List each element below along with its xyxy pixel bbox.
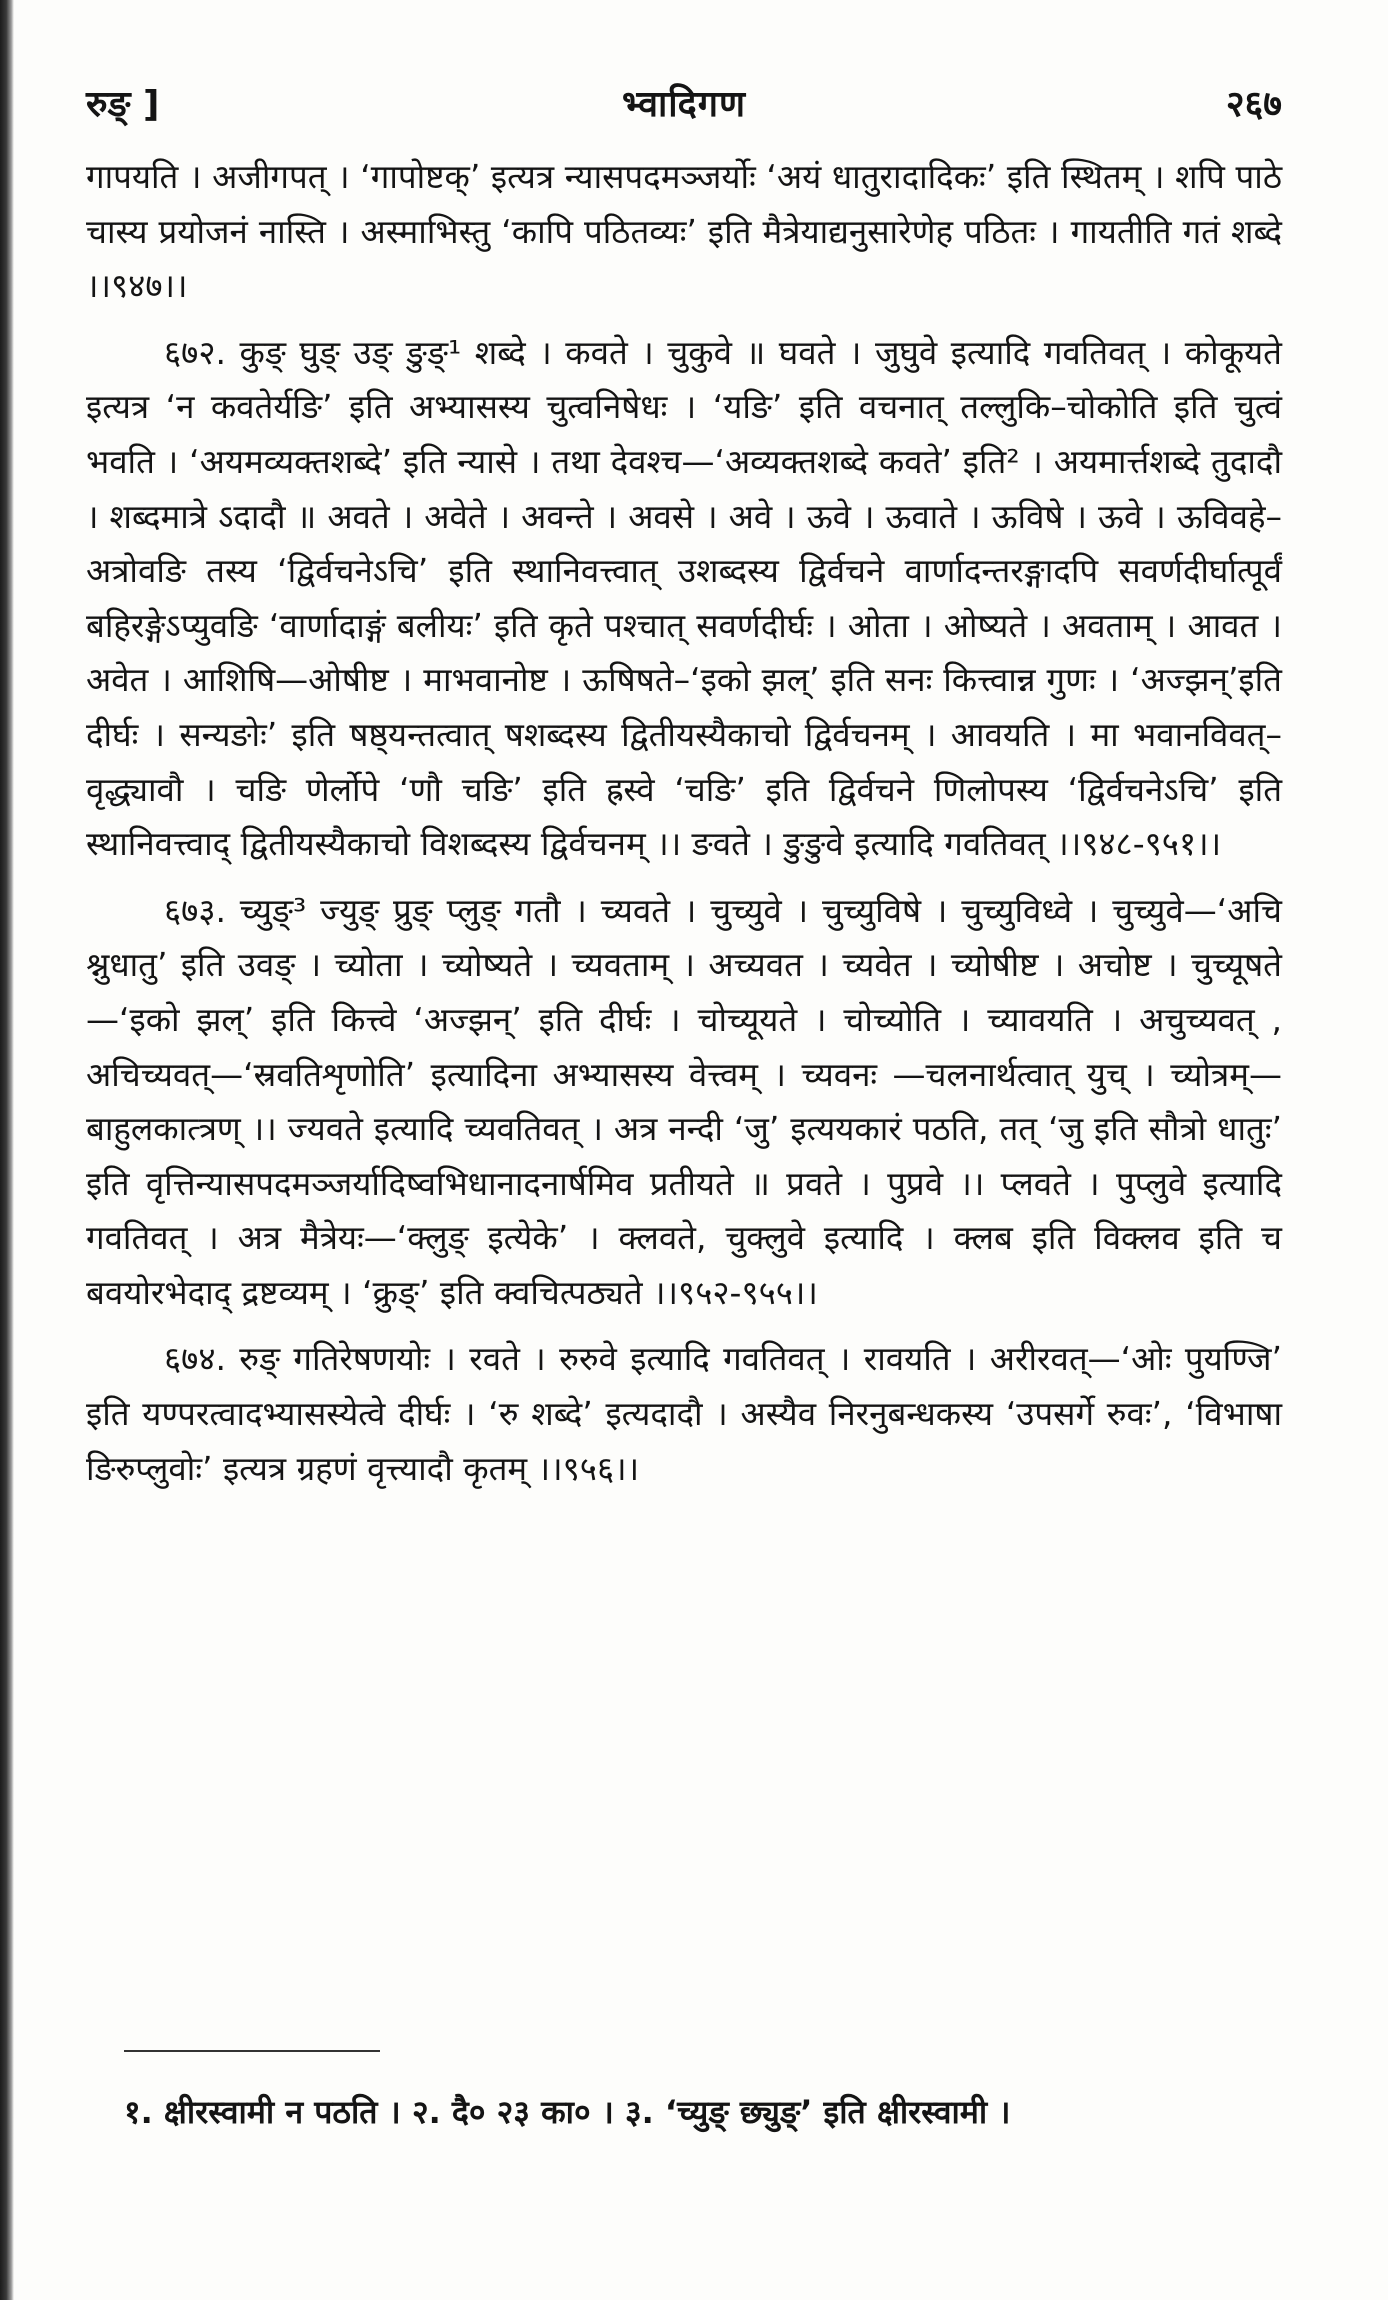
page-header: [86, 72, 1282, 142]
page-binding-edge: [0, 0, 14, 2300]
paragraph-673: ६७३. च्युङ्³ ज्युङ् प्रुङ् प्लुङ् गतौ । च्यवते । चुच्युवे । चुच्युविषे । चुच्युविध्वे । चुच्युवे—‘अचि श्नुधातु’ इति उवङ् । च्योता । च्योष्यते । च्यवताम् । अच्यवत । च्यवेत । च्योषीष्ट । अचोष्ट । चुच्यूषते—‘इको झल्’ इति कित्त्वे ‘अज्झन्’ इति दीर्घः । चोच्यूयते । चोच्योति । च्यावयति । अचुच्यवत् , अचिच्यवत्—‘स्रवतिशृणोति’ इत्यादिना अभ्यासस्य वेत्त्वम् । च्यवनः —चलनार्थत्वात् युच् । च्योत्रम्—बाहुलकात्त्रण् ।। ज्यवते इत्यादि च्यवतिवत् । अत्र नन्दी ‘जु’ इत्ययकारं पठति, तत् ‘जु इति सौत्रो धातुः’ इति वृत्तिन्यासपदमञ्जर्यादिष्वभिधानादनार्षमिव प्रतीयते ॥ प्रवते । पुप्रवे ।। प्लवते । पुप्लुवे इत्यादि गवतिवत् । अत्र मैत्रेयः—‘क्लुङ् इत्येके’ । क्लवते, चुक्लुवे इत्यादि । क्लब इति विक्लव इति च बवयोरभेदाद् द्रष्टव्यम् । ‘क्रुङ्’ इति क्वचित्पठ्यते ।।९५२-९५५।।: [86, 890, 1282, 1312]
footnotes: १. क्षीरस्वामी न पठति । २. दै० २३ का० । ३. ‘च्युङ् छ्युङ्’ इति क्षीरस्वामी ।: [124, 2093, 1011, 2131]
paragraph-674: ६७४. रुङ् गतिरेषणयोः । रवते । रुरुवे इत्यादि गवतिवत् । रावयति । अरीरवत्—‘ओः पुयण्जि’ इति यण्परत्वादभ्यासस्येत्वे दीर्घः । ‘रु शब्दे’ इत्यदादौ । अस्यैव निरनुबन्धकस्य ‘उपसर्गे रुवः’, ‘विभाषा ङिरुप्लुवोः’ इत्यत्र ग्रहणं वृत्त्यादौ कृतम् ।।९५६।।: [86, 1339, 1282, 1488]
footnote-separator: [124, 2050, 380, 2052]
header-chapter-title: भ्वादिगण: [621, 84, 747, 125]
page-body: [86, 150, 1282, 1508]
page-number: २६७: [1225, 84, 1282, 125]
header-section-label: रुङ् ]: [86, 84, 160, 125]
paragraph-672: ६७२. कुङ् घुङ् उङ् ङुङ्¹ शब्दे । कवते । चुकुवे ॥ घवते । जुघुवे इत्यादि गवतिवत् । कोकूयते इत्यत्र ‘न कवतेर्यङि’ इति अभ्यासस्य चुत्वनिषेधः । ‘यङि’ इति वचनात् तल्लुकि–चोकोति इति चुत्वं भवति । ‘अयमव्यक्तशब्दे’ इति न्यासे । तथा देवश्च—‘अव्यक्तशब्दे कवते’ इति² । अयमार्त्तशब्दे तुदादौ । शब्दमात्रे ऽदादौ ॥ अवते । अवेते । अवन्ते । अवसे । अवे । ऊवे । ऊवाते । ऊविषे । ऊवे । ऊविवहे–अत्रोवङि तस्य ‘द्विर्वचनेऽचि’ इति स्थानिवत्त्वात् उशब्दस्य द्विर्वचने वार्णादन्तरङ्गादपि सवर्णदीर्घात्पूर्वं बहिरङ्गेऽप्युवङि ‘वार्णादाङ्गं बलीयः’ इति कृते पश्चात् सवर्णदीर्घः । ओता । ओष्यते । अवताम् । आवत । अवेत । आशिषि—ओषीष्ट । माभवानोष्ट । ऊषिषते–‘इको झल्’ इति सनः कित्त्वान्न गुणः । ‘अज्झन्’इति दीर्घः । सन्यङोः’ इति षष्ठ्यन्तत्वात् षशब्दस्य द्वितीयस्यैकाचो द्विर्वचनम् । आवयति । मा भवानविवत्–वृद्ध्यावौ । चङि णेर्लोपे ‘णौ चङि’ इति ह्रस्वे ‘चङि’ इति द्विर्वचने णिलोपस्य ‘द्विर्वचनेऽचि’ इति स्थानिवत्त्वाद् द्वितीयस्यैकाचो विशब्दस्य द्विर्वचनम् ।। ङवते । ङुङुवे इत्यादि गवतिवत् ।।९४८-९५१।।: [86, 332, 1282, 864]
paragraph-continued: गापयति । अजीगपत् । ‘गापोष्टक्’ इत्यत्र न्यासपदमञ्जर्योः ‘अयं धातुरादादिकः’ इति स्थितम् । शपि पाठे चास्य प्रयोजनं नास्ति । अस्माभिस्तु ‘कापि पठितव्यः’ इति मैत्रेयाद्यनुसारेणेह पठितः । गायतीति गतं शब्दे ।।९४७।।: [86, 157, 1282, 306]
